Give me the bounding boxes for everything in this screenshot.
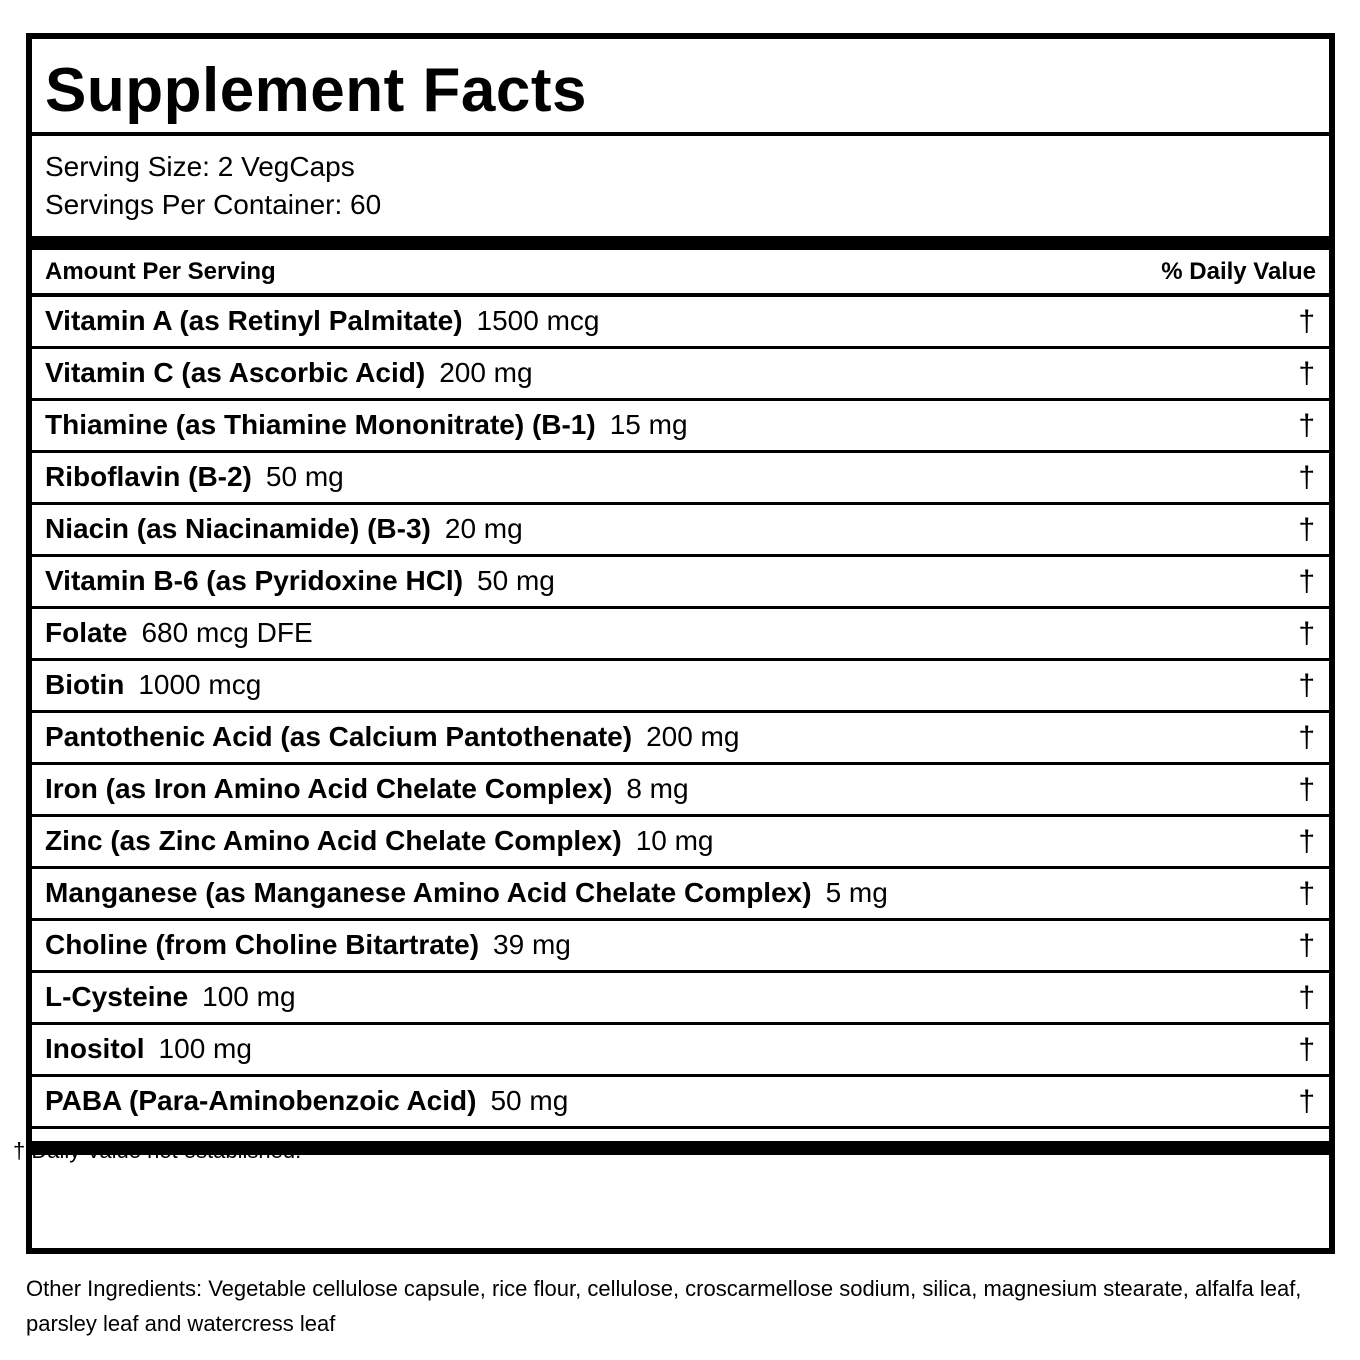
nutrient-row bbox=[32, 1077, 1329, 1129]
nutrient-name bbox=[45, 305, 600, 337]
nutrient-row bbox=[32, 453, 1329, 505]
nutrient-list bbox=[32, 297, 1329, 1129]
daily-value-dagger: † bbox=[1298, 877, 1315, 910]
nutrient-row bbox=[32, 1025, 1329, 1077]
nutrient-amount: 200 mg bbox=[439, 357, 533, 388]
nutrient-row bbox=[32, 661, 1329, 713]
nutrient-name bbox=[45, 773, 689, 805]
nutrient-amount: 1000 mcg bbox=[138, 669, 262, 700]
other-ingredients: Other Ingredients: Vegetable cellulose capsule, rice flour, cellulose, croscarmellose sodium, silica, magnesium stearate, alfalfa leaf, parsley leaf and watercress leaf bbox=[26, 1276, 1302, 1336]
nutrient-name bbox=[45, 461, 344, 493]
nutrient-row bbox=[32, 297, 1329, 349]
nutrient-name-text: L-Cysteine bbox=[45, 981, 189, 1012]
daily-value-dagger: † bbox=[1298, 357, 1315, 390]
nutrient-name bbox=[45, 1085, 568, 1117]
nutrient-row bbox=[32, 505, 1329, 557]
daily-value-dagger: † bbox=[1298, 565, 1315, 598]
nutrient-row bbox=[32, 765, 1329, 817]
nutrient-amount: 50 mg bbox=[490, 1085, 569, 1116]
title-section bbox=[32, 39, 1329, 136]
daily-value-dagger: † bbox=[1298, 1033, 1315, 1066]
nutrient-name bbox=[45, 721, 739, 753]
daily-value-dagger: † bbox=[1298, 409, 1315, 442]
nutrient-row bbox=[32, 921, 1329, 973]
nutrient-amount: 15 mg bbox=[609, 409, 688, 440]
nutrient-amount: 680 mcg DFE bbox=[141, 617, 313, 648]
nutrient-name bbox=[45, 669, 261, 701]
nutrient-name bbox=[45, 617, 313, 649]
nutrient-name bbox=[45, 825, 714, 857]
daily-value-dagger: † bbox=[1298, 929, 1315, 962]
nutrient-name-text: Riboflavin (B-2) bbox=[45, 461, 252, 492]
daily-value-dagger: † bbox=[1298, 721, 1315, 754]
nutrient-row bbox=[32, 557, 1329, 609]
nutrient-name-text: Iron (as Iron Amino Acid Chelate Complex) bbox=[45, 773, 613, 804]
nutrient-amount: 10 mg bbox=[635, 825, 714, 856]
nutrient-name-text: Niacin (as Niacinamide) (B-3) bbox=[45, 513, 431, 544]
nutrient-amount: 5 mg bbox=[825, 877, 888, 908]
nutrient-row bbox=[32, 349, 1329, 401]
amount-per-serving-header: Amount Per Serving bbox=[45, 258, 276, 285]
nutrient-name bbox=[45, 877, 888, 909]
nutrient-amount: 100 mg bbox=[158, 1033, 252, 1064]
nutrient-amount: 50 mg bbox=[477, 565, 555, 596]
nutrient-name bbox=[45, 981, 296, 1013]
nutrient-amount: 39 mg bbox=[493, 929, 571, 960]
supplement-facts-panel bbox=[26, 33, 1335, 1254]
nutrient-name bbox=[45, 565, 555, 597]
daily-value-dagger: † bbox=[1298, 1085, 1315, 1118]
nutrient-row bbox=[32, 713, 1329, 765]
daily-value-header: % Daily Value bbox=[1161, 258, 1316, 285]
daily-value-dagger: † bbox=[1298, 669, 1315, 702]
nutrient-amount: 1500 mcg bbox=[476, 305, 600, 336]
nutrient-name bbox=[45, 513, 523, 545]
panel-title: Supplement Facts bbox=[45, 56, 587, 125]
serving-section bbox=[32, 136, 1329, 236]
daily-value-dagger: † bbox=[1298, 461, 1315, 494]
nutrient-amount: 100 mg bbox=[202, 981, 296, 1012]
nutrient-row bbox=[32, 817, 1329, 869]
nutrient-name-text: PABA (Para-Aminobenzoic Acid) bbox=[45, 1085, 477, 1116]
servings-per-container: Servings Per Container: 60 bbox=[45, 189, 382, 220]
daily-value-dagger: † bbox=[1298, 305, 1315, 338]
daily-value-dagger: † bbox=[1298, 773, 1315, 806]
nutrient-name-text: Vitamin B-6 (as Pyridoxine HCl) bbox=[45, 565, 464, 596]
serving-size: Serving Size: 2 VegCaps bbox=[45, 151, 355, 182]
nutrient-name-text: Inositol bbox=[45, 1033, 145, 1064]
nutrient-name-text: Biotin bbox=[45, 669, 125, 700]
nutrient-row bbox=[32, 609, 1329, 661]
daily-value-dagger: † bbox=[1298, 513, 1315, 546]
nutrient-row bbox=[32, 973, 1329, 1025]
nutrient-name-text: Thiamine (as Thiamine Mononitrate) (B-1) bbox=[45, 409, 596, 440]
nutrient-name bbox=[45, 929, 571, 961]
nutrient-row bbox=[32, 869, 1329, 921]
nutrient-amount: 20 mg bbox=[444, 513, 523, 544]
nutrient-amount: 8 mg bbox=[626, 773, 689, 804]
nutrient-name-text: Manganese (as Manganese Amino Acid Chelate Complex) bbox=[45, 877, 812, 908]
nutrient-name-text: Pantothenic Acid (as Calcium Pantothenate) bbox=[45, 721, 633, 752]
nutrient-amount: 50 mg bbox=[265, 461, 344, 492]
daily-value-dagger: † bbox=[1298, 617, 1315, 650]
nutrient-name-text: Vitamin C (as Ascorbic Acid) bbox=[45, 357, 426, 388]
thick-divider bbox=[32, 236, 1329, 250]
nutrient-name bbox=[45, 1033, 252, 1065]
nutrient-amount: 200 mg bbox=[646, 721, 740, 752]
nutrient-row bbox=[32, 401, 1329, 453]
nutrient-name-text: Folate bbox=[45, 617, 128, 648]
daily-value-dagger: † bbox=[1298, 981, 1315, 1014]
nutrient-name bbox=[45, 409, 688, 441]
nutrient-name-text: Zinc (as Zinc Amino Acid Chelate Complex) bbox=[45, 825, 622, 856]
nutrient-name bbox=[45, 357, 533, 389]
nutrient-name-text: Choline (from Choline Bitartrate) bbox=[45, 929, 480, 960]
footnote: † Daily Value not established. bbox=[13, 1138, 302, 1163]
column-header-row bbox=[32, 250, 1329, 297]
nutrient-name-text: Vitamin A (as Retinyl Palmitate) bbox=[45, 305, 463, 336]
daily-value-dagger: † bbox=[1298, 825, 1315, 858]
